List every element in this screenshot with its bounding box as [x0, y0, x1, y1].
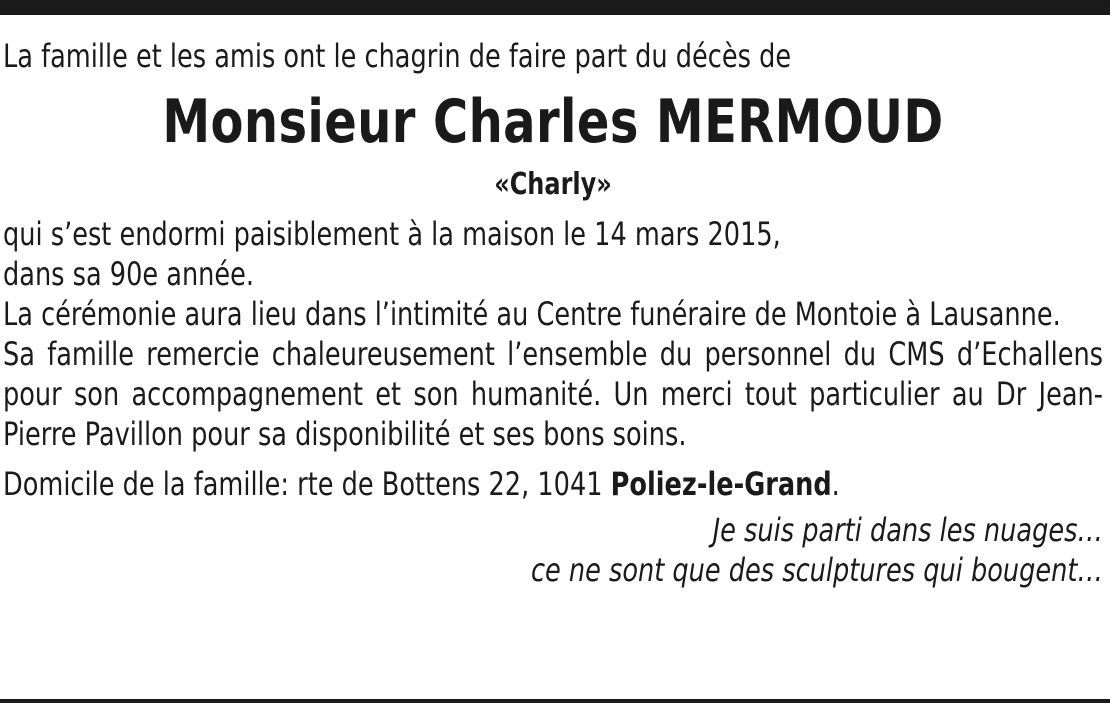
- intro-text: La famille et les amis ont le chagrin de faire part du décès de: [3, 37, 792, 75]
- body-line-thanks: Sa famille remercie chaleureusement l’ensemble du personnel du CMS d’Echallens pour son accompagnement et son humanité. Un merci tout particulier au Dr Jean-Pierre Pavillon pour sa disponibilité et ses bons soins.: [3, 335, 1103, 453]
- closing-quote: [3, 510, 1103, 590]
- domicile-town: Poliez-le-Grand: [610, 465, 832, 503]
- family-domicile: [3, 464, 1103, 504]
- top-border-rule: [0, 0, 1110, 15]
- notice-body: [3, 214, 1103, 454]
- body-line-age: dans sa 90e année.: [3, 255, 255, 293]
- nickname: «Charly»: [494, 167, 612, 202]
- body-line-ceremony: La cérémonie aura lieu dans l’intimité au Centre funéraire de Montoie à Lausanne.: [3, 295, 1061, 333]
- death-notice: [3, 36, 1103, 590]
- quote-line-2: ce ne sont que des sculptures qui bougent…: [530, 551, 1103, 589]
- domicile-address: Domicile de la famille: rte de Bottens 22, 1041: [3, 465, 611, 503]
- quote-line-1: Je suis parti dans les nuages…: [712, 511, 1103, 549]
- domicile-period: .: [831, 465, 840, 503]
- deceased-name: Monsieur Charles MERMOUD: [162, 87, 944, 157]
- bottom-border-rule: [0, 699, 1110, 703]
- body-line-passing: qui s’est endormi paisiblement à la maison le 14 mars 2015,: [3, 215, 781, 253]
